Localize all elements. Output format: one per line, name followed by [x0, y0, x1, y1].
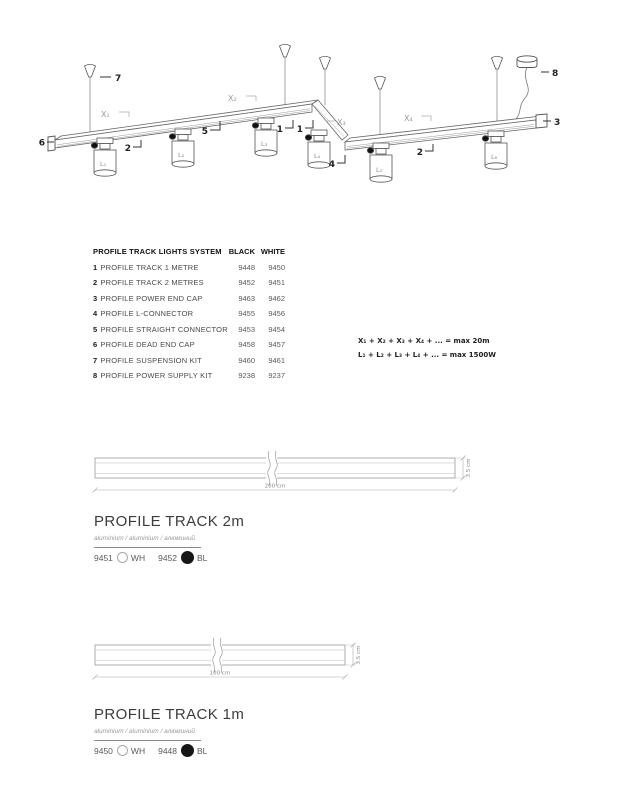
segment-label: X₄: [404, 114, 413, 123]
length-dimension-label: 200 cm: [264, 483, 286, 490]
system-limits-notes: [358, 334, 496, 362]
materials-label-1m: aluminium / aluminium / алюминий: [94, 728, 201, 741]
length-dimension-label: 100 cm: [209, 670, 231, 677]
table-title: PROFILE TRACK LIGHTS SYSTEM: [93, 247, 222, 257]
lamp-label: L₄: [314, 152, 321, 160]
table-row: 8 PROFILE POWER SUPPLY KIT 9238 9237: [93, 371, 285, 381]
col-white: WHITE: [260, 247, 285, 257]
table-row: 1 PROFILE TRACK 1 METRE 9448 9450: [93, 262, 285, 272]
part-label: 3: [554, 118, 561, 128]
suspension-cone-icons: [85, 44, 503, 89]
part-label: 8: [552, 69, 559, 79]
white-swatch-icon: [117, 552, 128, 563]
product-title-2m: PROFILE TRACK 2m: [94, 513, 245, 530]
segment-label: X₁: [101, 110, 110, 119]
part-callouts: [47, 72, 551, 163]
table-row: 6 PROFILE DEAD END CAP 9458 9457: [93, 340, 285, 350]
table-row: 3 PROFILE POWER END CAP 9463 9462: [93, 293, 285, 303]
variant-finish: WH: [130, 745, 146, 756]
max-length-note: X₁ + X₂ + X₃ + X₄ + ... = max 20m: [358, 337, 490, 345]
variants-1m: [94, 744, 207, 757]
segment-label: X₃: [337, 118, 346, 127]
table-header: [93, 244, 293, 260]
max-power-note: L₁ + L₂ + L₃ + L₄ + ... = max 1500W: [358, 351, 496, 359]
part-label: 4: [328, 160, 335, 170]
part-label: 1: [276, 125, 283, 135]
table-row: 2 PROFILE TRACK 2 METRES 9452 9451: [93, 278, 285, 288]
col-black: BLACK: [228, 247, 255, 257]
table-row: 7 PROFILE SUSPENSION KIT 9460 9461: [93, 355, 285, 365]
product-title-1m: PROFILE TRACK 1m: [94, 706, 245, 723]
part-numbers: [39, 69, 561, 170]
lamp-label: L₃: [261, 140, 268, 148]
power-cable: [516, 68, 528, 120]
spotlight: [305, 130, 330, 168]
part-label: 7: [115, 74, 122, 84]
lamp-label: L₁: [100, 160, 107, 168]
dimension-drawing-1m: [88, 637, 388, 689]
table-row: 4 PROFILE L-CONNECTOR 9455 9456: [93, 309, 285, 319]
power-supply-canopy: [516, 56, 537, 119]
part-label: 2: [124, 144, 131, 154]
part-label: 5: [201, 127, 208, 137]
variant-code: 9451: [94, 552, 113, 563]
spotlight: [169, 129, 194, 167]
track-system-diagram: [0, 0, 622, 228]
dead-end-cap: [48, 136, 55, 151]
part-label: 2: [416, 148, 423, 158]
part-label: 1: [296, 125, 303, 135]
spotlight: [252, 118, 277, 156]
dimension-drawing-2m: [88, 450, 498, 502]
lamp-label: L₅: [376, 166, 383, 174]
materials-label-2m: aluminium / aluminium / алюминий: [94, 535, 201, 548]
variant-finish: WH: [130, 552, 146, 563]
part-label: 6: [38, 138, 45, 149]
variants-2m: [94, 551, 207, 564]
spotlight: [482, 131, 507, 169]
height-dimension-label: 3.5 cm: [356, 645, 362, 665]
black-swatch-icon: [181, 551, 194, 564]
height-dimension: [455, 456, 466, 481]
variant-code: 9450: [94, 745, 113, 756]
table-row: 5 PROFILE STRAIGHT CONNECTOR 9453 9454: [93, 324, 285, 334]
variant-code: 9448: [158, 745, 178, 756]
variant-code: 9452: [158, 552, 178, 563]
parts-table: [93, 244, 293, 384]
variant-finish: BL: [197, 552, 208, 563]
spotlight: [367, 143, 392, 182]
variant-finish: BL: [197, 745, 208, 756]
white-swatch-icon: [117, 745, 128, 756]
segment-label: X₂: [228, 94, 237, 103]
spotlight: [91, 138, 116, 176]
lamp-label: L₂: [178, 151, 185, 159]
black-swatch-icon: [181, 744, 194, 757]
lamp-label: L₆: [491, 153, 498, 161]
height-dimension: [345, 643, 356, 668]
height-dimension-label: 3.5 cm: [466, 458, 472, 478]
